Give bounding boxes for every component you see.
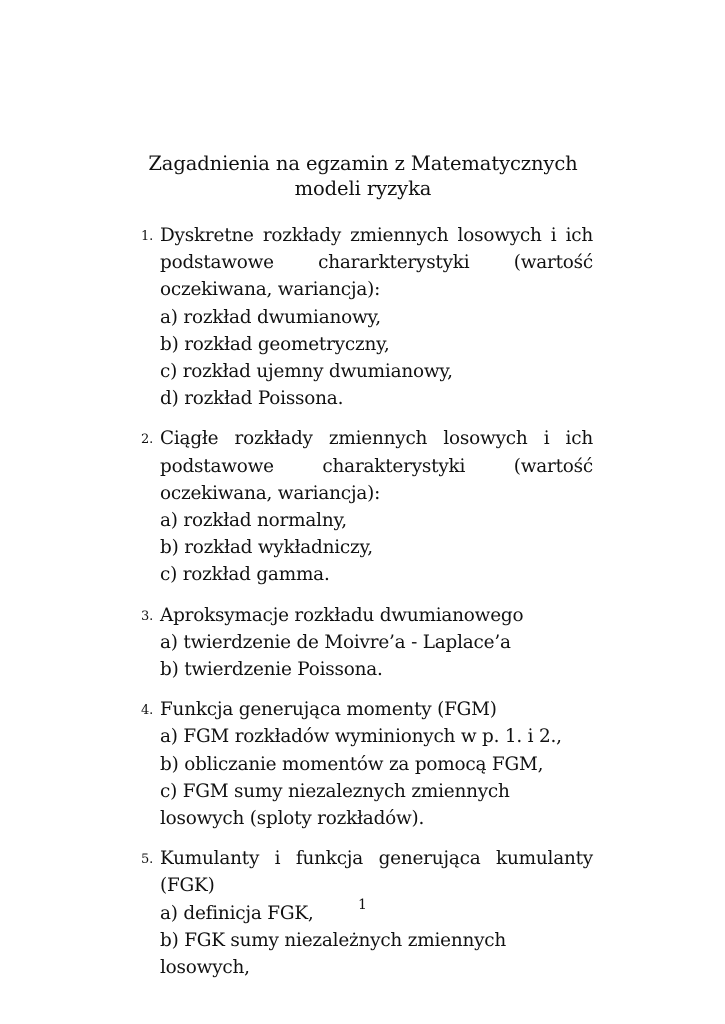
topic-number: 1. [141,229,154,244]
topic-lead: Dyskretne rozkłady zmiennych losowych i ich podstawowe chararkterystyki (wartość oczekiwana, wariancja): [160,225,593,301]
topic-lead: Ciągłe rozkłady zmiennych losowych i ich podstawowe charakterystyki (wartość oczekiwana, wariancja): [160,428,593,504]
subitem: a) rozkład normalny, [160,510,347,532]
subitem: d) rozkład Poissona. [160,388,344,410]
topic-item-4 [141,696,593,832]
topic-number: 4. [141,703,154,719]
topic-item-3 [141,602,593,684]
subitem: b) rozkład wykładniczy, [160,537,373,559]
document-title: Zagadnienia na egzamin z Matematycznych modeli ryzyka [148,152,578,200]
subitem: b) obliczanie momentów za pomocą FGM, [160,753,544,775]
subitem: c) rozkład gamma. [160,564,330,586]
topic-number: 2. [141,432,154,448]
subitem: a) FGM rozkładów wyminionych w p. 1. i 2., [160,726,562,748]
topic-item-1 [141,222,593,412]
topic-number: 5. [141,852,154,868]
subitem: a) rozkład dwumianowy, [160,306,381,328]
subitem: b) rozkład geometryczny, [160,333,390,355]
subitem: c) FGM sumy niezaleznych zmiennych losowych (sploty rozkładów). [160,780,510,830]
topic-lead: Funkcja generująca momenty (FGM) [160,699,497,721]
subitem: c) rozkład ujemny dwumianowy, [160,361,453,383]
topic-lead: Aproksymacje rozkładu dwumianowego [160,604,524,626]
topic-number: 3. [141,608,154,624]
topic-lead: Kumulanty i funkcja generująca kumulanty (FGK) [160,848,593,897]
subitem: a) twierdzenie de Moivre’a - Laplace’a [160,631,511,653]
subitem: b) twierdzenie Poissona. [160,659,383,681]
page-number: 1 [358,897,367,913]
topic-item-2 [141,425,593,588]
topic-list [141,222,593,994]
subitem: b) FGK sumy niezależnych zmiennych losowych, [160,929,507,979]
subitem: a) definicja FGK, [160,902,314,924]
